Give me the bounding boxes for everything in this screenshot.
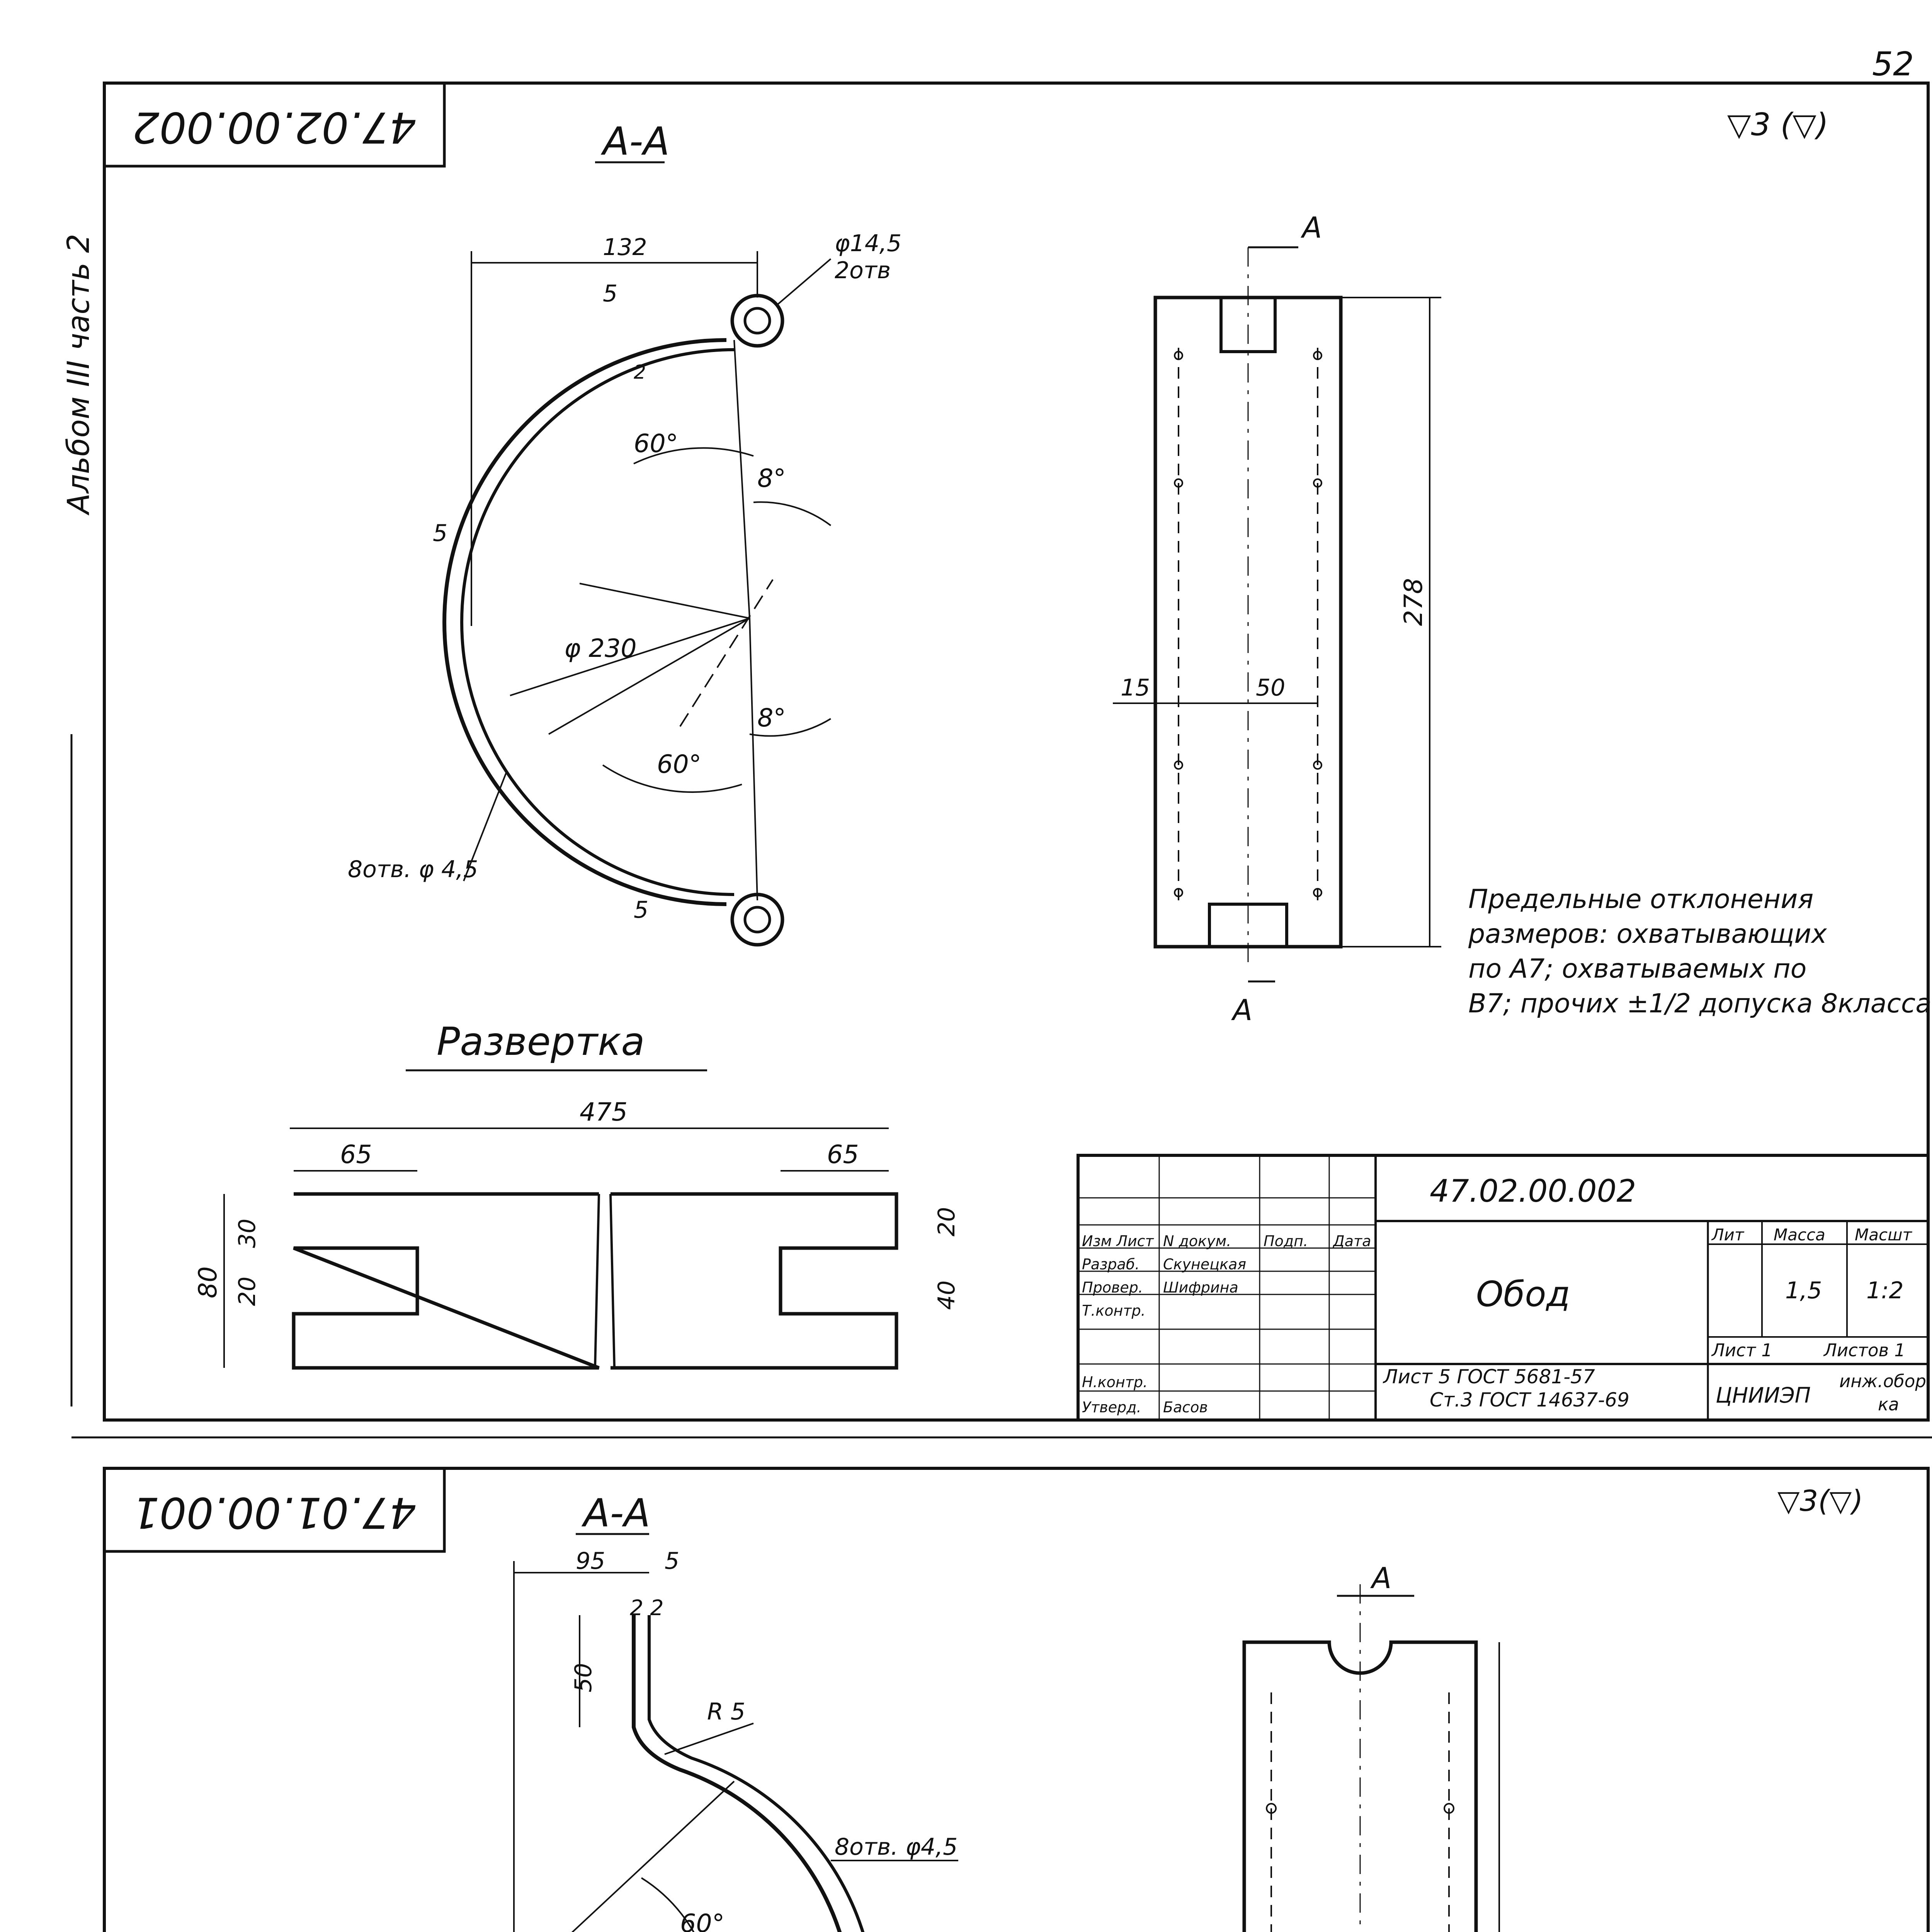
tb-lit-label: Лит: [1712, 1225, 1744, 1244]
tb-designation: 47.02.00.002: [1430, 1173, 1636, 1209]
tb-org: ЦНИИЭП: [1716, 1383, 1811, 1408]
cut-mark-top-a: А: [1302, 211, 1322, 245]
dim-diameter: φ 230: [564, 634, 637, 663]
weld-mid: 5: [433, 520, 448, 547]
dev-d3: 20: [933, 1207, 960, 1236]
angle3: 8°: [757, 704, 786, 733]
side-left: 15: [1121, 674, 1150, 701]
ring2-inner: [522, 1615, 875, 1932]
ring-outer: [444, 340, 726, 904]
dev-left-tab: 65: [340, 1140, 372, 1169]
tb-org2: инж.обор.: [1839, 1371, 1932, 1391]
sheet-top-frame: [104, 83, 1928, 1420]
note-top-line2: размеров: охватывающих: [1468, 919, 1827, 949]
angle4: 60°: [657, 750, 702, 779]
tb-row-utv-name: Басов: [1163, 1399, 1208, 1416]
dim2-top-a: 95: [576, 1548, 605, 1575]
page-number: 52: [1872, 45, 1914, 83]
tb-row-utv: Утверд.: [1082, 1399, 1141, 1416]
dev-d2: 20: [234, 1276, 261, 1306]
surface-mark-bottom: ▽3(▽): [1777, 1484, 1863, 1518]
side-center: 50: [1256, 674, 1286, 701]
tb-row-tkontr: Т.контр.: [1082, 1302, 1146, 1319]
dev-d4: 40: [933, 1280, 960, 1310]
cut-mark-top-b: А: [1233, 993, 1253, 1027]
tb-mass-label: Масса: [1774, 1225, 1825, 1244]
sheet-bottom: [104, 1468, 1932, 1932]
dev-height: 80: [194, 1266, 223, 1298]
ear-bottom-hole: [745, 907, 770, 932]
dim2-flange: 50: [570, 1663, 597, 1692]
note-top-line3: по А7; охватываемых по: [1468, 954, 1807, 984]
note-top: [1468, 884, 1932, 1019]
section-view-bottom: [468, 1548, 958, 1932]
tb-row-razrab-name: Скунецкая: [1163, 1256, 1247, 1273]
tb-row-nkontr: Н.контр.: [1082, 1374, 1148, 1391]
tb-org3: ка: [1878, 1394, 1899, 1415]
section-label-top: А-А: [603, 119, 670, 164]
tb-scale-label: Масшт: [1855, 1225, 1912, 1244]
note-top-line4: В7; прочих ±1/2 допуска 8класса: [1468, 988, 1932, 1019]
note-top-line1: Предельные отклонения: [1468, 884, 1814, 915]
dev-length: 475: [580, 1098, 628, 1127]
ear-bottom-outer: [732, 895, 782, 945]
side-view-top: [1113, 211, 1441, 1027]
ring-inner: [462, 350, 734, 895]
section-view-top: [348, 230, 901, 945]
dim-small: 2: [634, 361, 646, 383]
tb-sheets: Листов 1: [1824, 1340, 1906, 1361]
weld-bottom: 5: [634, 896, 649, 923]
title-block-top: [1078, 1155, 1932, 1420]
angle2-1: 60°: [680, 1909, 725, 1932]
tb-row-izm: Изм Лист: [1082, 1233, 1154, 1250]
dim2-top-b: 5: [665, 1548, 680, 1575]
tb-row-prov: Провер.: [1082, 1279, 1143, 1296]
tb-row-data: Дата: [1333, 1233, 1371, 1250]
side-height: 278: [1399, 578, 1428, 626]
sheet-bottom-frame: [104, 1468, 1928, 1932]
surface-mark-top: ▽3 (▽): [1727, 107, 1828, 143]
dim-hole: φ14,5: [835, 230, 902, 257]
tb-material2: Ст.3 ГОСТ 14637-69: [1430, 1389, 1629, 1411]
sheet-top: [104, 83, 1932, 1420]
weld-top: 5: [603, 280, 618, 307]
tb-mass: 1,5: [1785, 1277, 1822, 1304]
tb-material1: Лист 5 ГОСТ 5681-57: [1383, 1366, 1595, 1388]
tb-row-ndoc: N докум.: [1163, 1233, 1231, 1250]
development-top: [194, 1019, 960, 1368]
tb-row-podp: Подп.: [1264, 1233, 1308, 1250]
tb-row-prov-name: Шифрина: [1163, 1279, 1238, 1296]
tb-sheet: Лист 1: [1712, 1340, 1772, 1361]
dim2-gap: 2 2: [630, 1595, 664, 1620]
code-bottom-rotated: 47.01.00.001: [132, 1488, 417, 1537]
side-view-bottom: [1198, 1561, 1502, 1932]
code-top-rotated: 47.02.00.002: [132, 102, 417, 152]
section-label-bottom: А-А: [583, 1490, 650, 1536]
ear-top-hole: [745, 308, 770, 333]
dev-d1: 30: [234, 1218, 261, 1248]
dim-hole-count: 2отв: [835, 257, 891, 284]
tb-row-razrab: Разраб.: [1082, 1256, 1140, 1273]
ear-top-outer: [732, 296, 782, 346]
angle2: 8°: [757, 464, 786, 493]
development-label-top: Развертка: [437, 1019, 645, 1064]
cut-mark-bottom-a: А: [1372, 1561, 1392, 1595]
holes-small: 8отв. φ 4,5: [348, 856, 478, 883]
tb-name: Обод: [1476, 1274, 1570, 1315]
angle1: 60°: [634, 429, 679, 458]
dev-right-tab: 65: [827, 1140, 859, 1169]
dim2-radius: R 5: [707, 1698, 745, 1725]
dim2-holes: 8отв. φ4,5: [835, 1833, 958, 1861]
dim-width: 132: [603, 234, 647, 261]
ring2-outer: [514, 1615, 852, 1932]
binder-note: Альбом III часть 2: [61, 233, 96, 514]
tb-scale: 1:2: [1866, 1277, 1904, 1304]
